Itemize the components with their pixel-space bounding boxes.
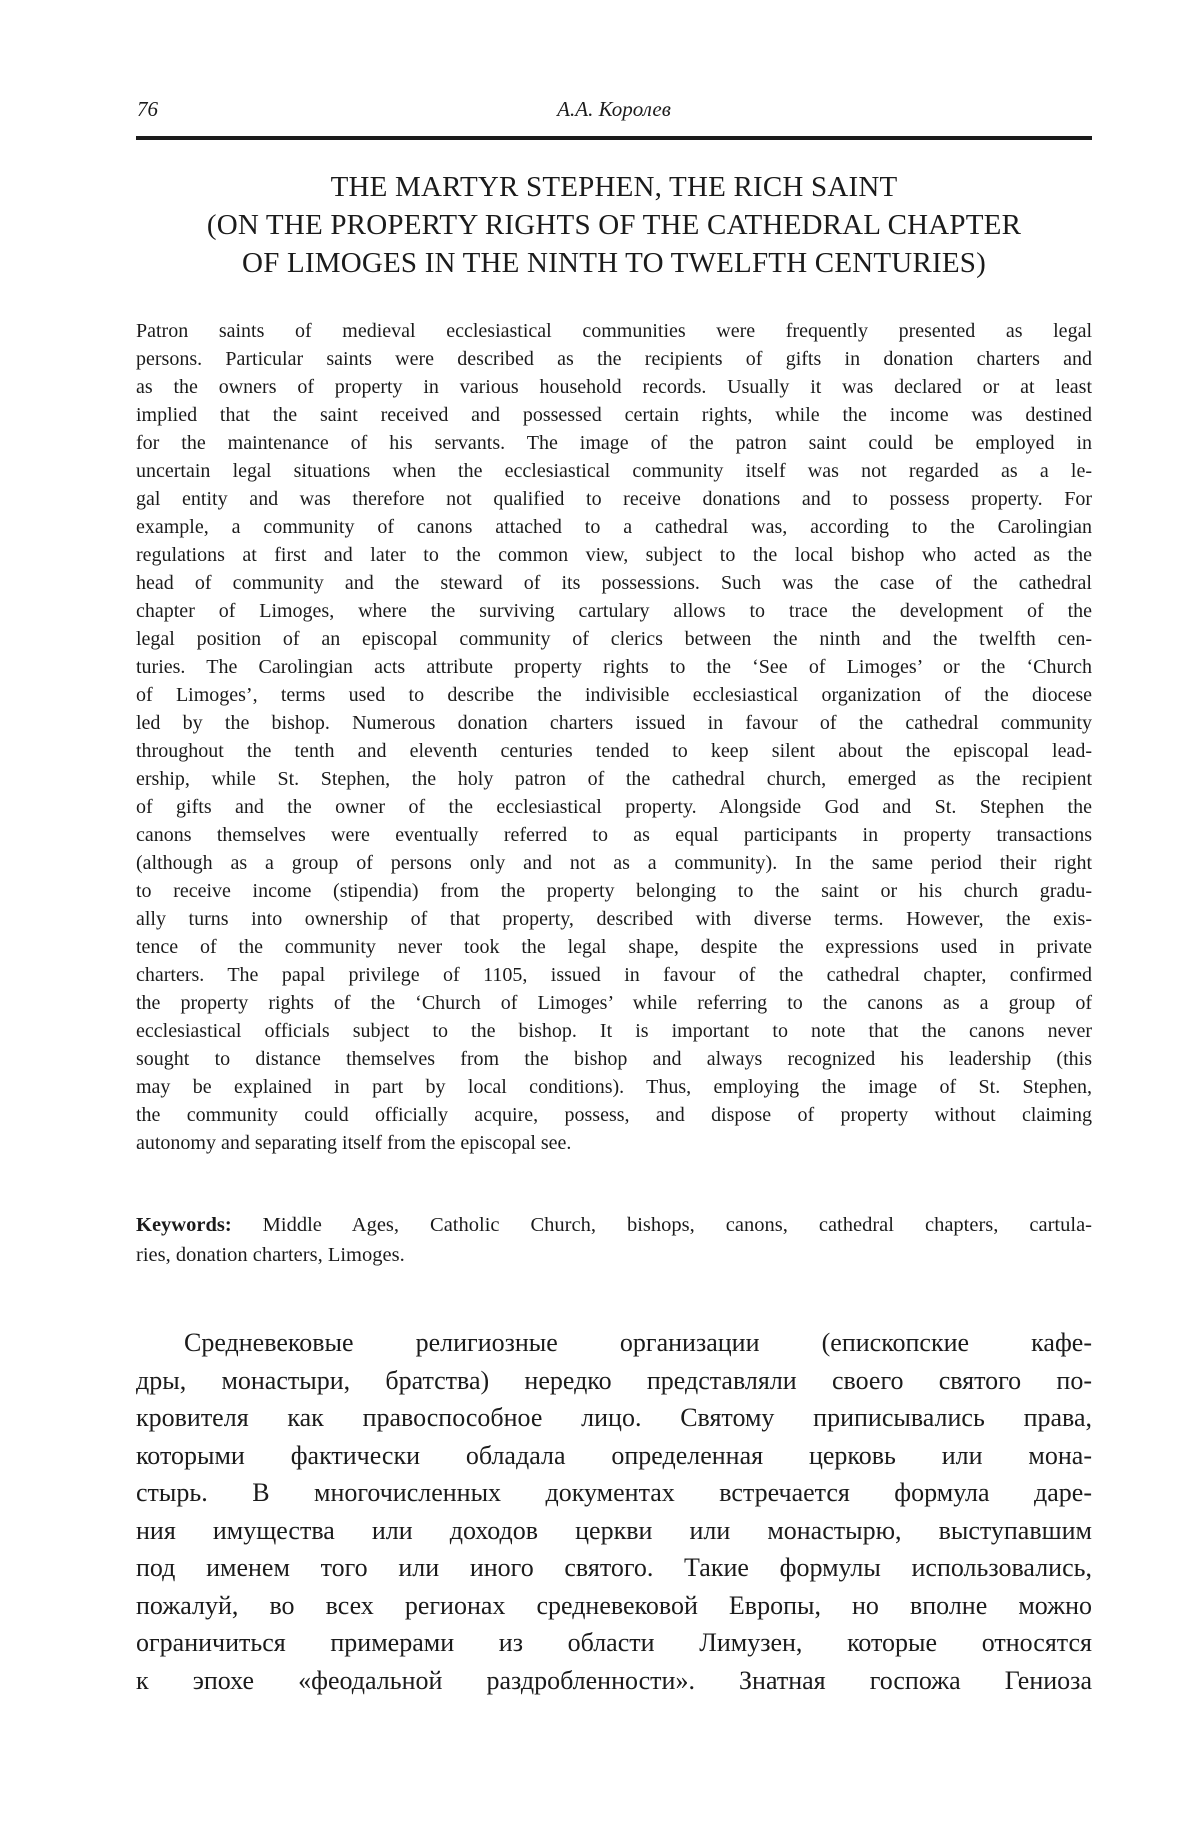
article-title xyxy=(136,168,1092,282)
text-line: throughout the tenth and eleventh centuries tended to keep silent about the episcopal lead- xyxy=(136,740,1092,762)
text-line: ership, while St. Stephen, the holy patron of the cathedral church, emerged as the recipient xyxy=(136,768,1092,790)
text-line: as the owners of property in various household records. Usually it was declared or at least xyxy=(136,376,1092,398)
text-line: которыми фактически обладала определенная церковь или мона- xyxy=(136,1440,1092,1470)
text-line: к эпохе «феодальной раздробленности». Знатная госпожа Гениоза xyxy=(136,1665,1092,1695)
text-line: canons themselves were eventually referred to as equal participants in property transactions xyxy=(136,824,1092,846)
header-rule xyxy=(136,136,1092,140)
running-head: А.А. Королев xyxy=(557,97,671,121)
text-line: head of community and the steward of its possessions. Such was the case of the cathedral xyxy=(136,572,1092,594)
text-line: (although as a group of persons only and not as a community). In the same period their right xyxy=(136,852,1092,874)
text-line: regulations at first and later to the common view, subject to the local bishop who acted as the xyxy=(136,544,1092,566)
text-line: ecclesiastical officials subject to the bishop. It is important to note that the canons never xyxy=(136,1020,1092,1042)
text-line: ограничиться примерами из области Лимузен, которые относятся xyxy=(136,1628,1092,1657)
text-line: (ON THE PROPERTY RIGHTS OF THE CATHEDRAL CHAPTER xyxy=(206,209,1022,241)
text-line: for the maintenance of his servants. The image of the patron saint could be employed in xyxy=(136,432,1092,454)
text-line: chapter of Limoges, where the surviving cartulary allows to trace the development of the xyxy=(136,600,1092,622)
text-line: may be explained in part by local conditions). Thus, employing the image of St. Stephen, xyxy=(136,1076,1092,1098)
text-line: persons. Particular saints were described as the recipients of gifts in donation charters and xyxy=(136,348,1092,370)
text-line: led by the bishop. Numerous donation charters issued in favour of the cathedral community xyxy=(136,712,1092,734)
text-line: THE MARTYR STEPHEN, THE RICH SAINT xyxy=(330,171,898,203)
text-line: turies. The Carolingian acts attribute property rights to the ‘See of Limoges’ or the ‘Church xyxy=(136,656,1092,678)
text-line: tence of the community never took the legal shape, despite the expressions used in private xyxy=(136,936,1092,958)
text-line: implied that the saint received and possessed certain rights, while the income was destined xyxy=(136,404,1092,426)
text-line: дры, монастыри, братства) нередко представляли своего святого по- xyxy=(136,1365,1092,1395)
text-line: uncertain legal situations when the ecclesiastical community itself was not regarded as a le- xyxy=(136,460,1092,482)
text-line: ния имущества или доходов церкви или монастырю, выступавшим xyxy=(136,1515,1092,1545)
text-line: legal position of an episcopal community of clerics between the ninth and the twelfth cen- xyxy=(136,628,1092,650)
text-line: OF LIMOGES IN THE NINTH TO TWELFTH CENTURIES) xyxy=(242,247,986,279)
text-line: стырь. В многочисленных документах встречается формула даре- xyxy=(136,1478,1092,1507)
text-line: gal entity and was therefore not qualified to receive donations and to possess property. For xyxy=(136,488,1092,510)
text-line: charters. The papal privilege of 1105, issued in favour of the cathedral chapter, confirmed xyxy=(136,964,1092,986)
text-line: of gifts and the owner of the ecclesiastical property. Alongside God and St. Stephen the xyxy=(136,796,1092,818)
text-line: sought to distance themselves from the bishop and always recognized his leadership (this xyxy=(136,1048,1092,1070)
text-line: the property rights of the ‘Church of Limoges’ while referring to the canons as a group of xyxy=(136,992,1092,1014)
text-line: autonomy and separating itself from the episcopal see. xyxy=(136,1132,572,1154)
text-line: to receive income (stipendia) from the property belonging to the saint or his church gradu- xyxy=(136,880,1092,902)
keywords-line xyxy=(136,1210,1092,1240)
body-paragraph-russian xyxy=(136,1324,1092,1699)
keywords-label: Keywords: xyxy=(136,1214,232,1236)
text-line: Patron saints of medieval ecclesiastical communities were frequently presented as legal xyxy=(136,320,1092,342)
text-line: кровителя как правоспособное лицо. Святому приписывались права, xyxy=(136,1403,1092,1432)
keywords-line: ries, donation charters, Limoges. xyxy=(136,1244,405,1266)
page-number: 76 xyxy=(137,97,158,121)
text-line: of Limoges’, terms used to describe the indivisible ecclesiastical organization of the diocese xyxy=(136,684,1092,706)
abstract-paragraph xyxy=(136,317,1092,1157)
text-line: the community could officially acquire, possess, and dispose of property without claiming xyxy=(136,1104,1092,1126)
keywords-text: Middle Ages, Catholic Church, bishops, canons, cathedral chapters, cartula- xyxy=(231,1214,1092,1236)
text-line: пожалуй, во всех регионах средневековой Европы, но вполне можно xyxy=(136,1590,1092,1620)
text-line: под именем того или иного святого. Такие формулы использовались, xyxy=(136,1553,1092,1582)
text-line: example, a community of canons attached to a cathedral was, according to the Carolingian xyxy=(136,516,1092,538)
text-line: Средневековые религиозные организации (епископские кафе- xyxy=(184,1328,1092,1357)
text-line: ally turns into ownership of that property, described with diverse terms. However, the exis- xyxy=(136,908,1092,930)
keywords-paragraph xyxy=(136,1210,1092,1270)
